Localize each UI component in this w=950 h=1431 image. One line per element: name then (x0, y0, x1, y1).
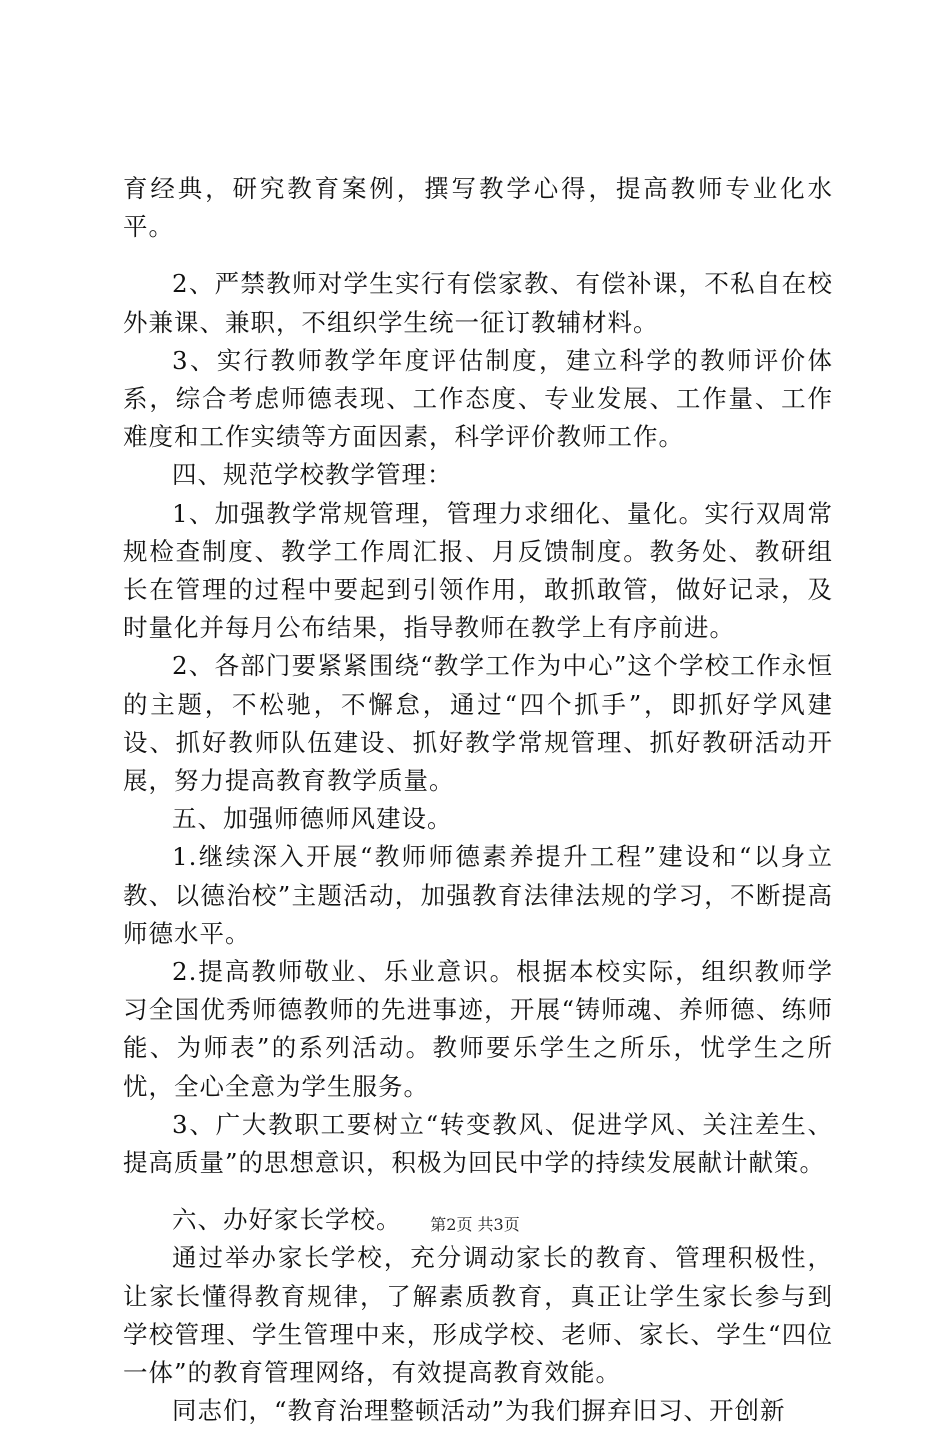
paragraph-item-3-evaluation: 3、实行教师教学年度评估制度，建立科学的教师评价体系，综合考虑师德表现、工作态度、专业发展、工作量、工作难度和工作实绩等方面因素，科学评价教师工作。 (123, 345, 833, 452)
page-number-footer: 第2页 共3页 (430, 1215, 520, 1234)
paragraph-4-item-1: 1、加强教学常规管理，管理力求细化、量化。实行双周常规检查制度、教学工作周汇报、月反馈制度。教务处、教研组长在管理的过程中要起到引领作用，敢抓敢管，做好记录，及时量化并每月公布结果，指导教师在教学上有序前进。 (123, 498, 833, 643)
section-heading-4: 四、规范学校教学管理： (172, 460, 453, 490)
paragraph-continuation: 育经典，研究教育案例，撰写教学心得，提高教师专业化水平。 (123, 174, 833, 242)
paragraph-5-item-1: 1.继续深入开展“教师师德素养提升工程”建设和“以身立教、以德治校”主题活动，加强教育法律法规的学习，不断提高师德水平。 (123, 842, 833, 948)
paragraph-closing: 同志们，“教育治理整顿活动”为我们摒弃旧习、开创新 (172, 1396, 786, 1426)
paragraph-4-item-2: 2、各部门要紧紧围绕“教学工作为中心”这个学校工作永恒的主题，不松驰，不懈怠，通过“四个抓手”，即抓好学风建设、抓好教师队伍建设、抓好教学常规管理、抓好教研活动开展，努力提高教育教学质量。 (123, 651, 833, 796)
section-heading-6: 六、办好家长学校。 (172, 1205, 402, 1235)
document-body (123, 170, 833, 1431)
section-heading-5: 五、加强师德师风建设。 (172, 804, 453, 834)
paragraph-item-2-tutoring-ban: 2、严禁教师对学生实行有偿家教、有偿补课，不私自在校外兼课、兼职，不组织学生统一征订教辅材料。 (123, 269, 833, 337)
paragraph-6-parent-school: 通过举办家长学校，充分调动家长的教育、管理积极性，让家长懂得教育规律，了解素质教育，真正让学生家长参与到学校管理、学生管理中来，形成学校、老师、家长、学生“四位一体”的教育管理网络，有效提高教育效能。 (123, 1243, 833, 1388)
paragraph-5-item-2: 2.提高教师敬业、乐业意识。根据本校实际，组织教师学习全国优秀师德教师的先进事迹，开展“铸师魂、养师德、练师能、为师表”的系列活动。教师要乐学生之所乐，忧学生之所忧，全心全意为学生服务。 (123, 957, 833, 1101)
paragraph-5-item-3: 3、广大教职工要树立“转变教风、促进学风、关注差生、提高质量”的思想意识，积极为回民中学的持续发展献计献策。 (123, 1109, 833, 1178)
